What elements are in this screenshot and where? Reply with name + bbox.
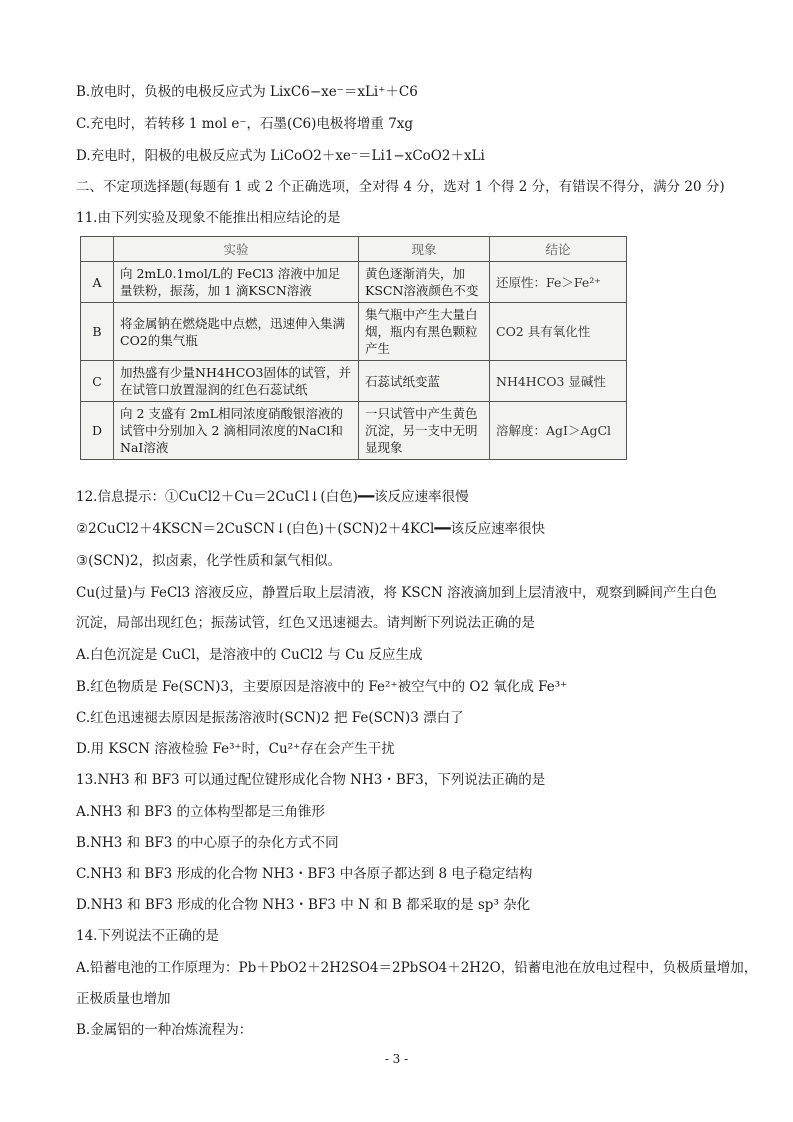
table-row	[81, 361, 627, 402]
table-header: 结论	[490, 237, 627, 262]
text-line: D.NH3 和 BF3 形成的化合物 NH3・BF3 中 N 和 B 都采取的是 sp³ 杂化	[76, 897, 531, 913]
section-heading: 二、不定项选择题(每题有 1 或 2 个正确选项，全对得 4 分，选对 1 个得 2 分，有错误不得分，满分 20 分)	[76, 179, 725, 195]
table-cell-experiment: 将金属钠在燃烧匙中点燃，迅速伸入集满CO2的集气瓶	[114, 303, 359, 361]
table-cell-conclusion: CO2 具有氧化性	[490, 303, 627, 361]
table-cell-option: C	[81, 361, 114, 402]
text-line: D.充电时，阳极的电极反应式为 LiCoO2＋xe⁻＝Li1−xCoO2＋xLi	[76, 148, 485, 164]
text-line: 12.信息提示：①CuCl2＋Cu＝2CuCl↓(白色)━━该反应速率很慢	[76, 489, 469, 505]
text-line: ②2CuCl2＋4KSCN＝2CuSCN↓(白色)＋(SCN)2＋4KCl━━该反应速率很快	[76, 521, 546, 537]
table-cell-conclusion: 溶解度：AgI＞AgCl	[490, 402, 627, 460]
table-header-row	[81, 237, 627, 262]
text-line: A.白色沉淀是 CuCl，是溶液中的 CuCl2 与 Cu 反应生成	[76, 647, 423, 663]
table-cell-phenomenon: 集气瓶中产生大量白烟，瓶内有黑色颗粒产生	[359, 303, 490, 361]
table-cell-experiment: 向 2mL0.1mol/L的 FeCl3 溶液中加足量铁粉，振荡，加 1 滴KSCN溶液	[114, 262, 359, 303]
text-line: B.红色物质是 Fe(SCN)3，主要原因是溶液中的 Fe²⁺被空气中的 O2 氧化成 Fe³⁺	[76, 679, 568, 695]
table-cell-conclusion: NH4HCO3 显碱性	[490, 361, 627, 402]
text-line: Cu(过量)与 FeCl3 溶液反应，静置后取上层清液，将 KSCN 溶液滴加到上层清液中，观察到瞬间产生白色	[76, 585, 718, 601]
text-line: B.金属铝的一种冶炼流程为：	[76, 1022, 253, 1038]
text-line: A.铅蓄电池的工作原理为：Pb＋PbO2＋2H2SO4＝2PbSO4＋2H2O，铅蓄电池在放电过程中，负极质量增加，	[76, 960, 758, 976]
text-line: 正极质量也增加	[76, 991, 171, 1007]
table-row	[81, 402, 627, 460]
table-cell-option: B	[81, 303, 114, 361]
table-header: 实验	[114, 237, 359, 262]
text-line: 13.NH3 和 BF3 可以通过配位键形成化合物 NH3・BF3，下列说法正确的是	[76, 772, 546, 788]
table-cell-conclusion: 还原性：Fe＞Fe²⁺	[490, 262, 627, 303]
text-line: B.放电时，负极的电极反应式为 LixC6−xe⁻＝xLi⁺＋C6	[76, 84, 418, 100]
text-line: B.NH3 和 BF3 的中心原子的杂化方式不同	[76, 835, 339, 851]
table-cell-phenomenon: 石蕊试纸变蓝	[359, 361, 490, 402]
text-line: C.NH3 和 BF3 形成的化合物 NH3・BF3 中各原子都达到 8 电子稳定结构	[76, 866, 533, 882]
text-line: C.红色迅速褪去原因是振荡溶液时(SCN)2 把 Fe(SCN)3 漂白了	[76, 710, 464, 726]
page-number: - 3 -	[384, 1052, 409, 1066]
table-cell-option: A	[81, 262, 114, 303]
table-cell-phenomenon: 黄色逐渐消失，加KSCN溶液颜色不变	[359, 262, 490, 303]
table-cell-experiment: 加热盛有少量NH4HCO3固体的试管，并在试管口放置湿润的红色石蕊试纸	[114, 361, 359, 402]
table-row	[81, 262, 627, 303]
table-header: 现象	[359, 237, 490, 262]
text-line: 14.下列说法不正确的是	[76, 928, 219, 944]
table-cell-option: D	[81, 402, 114, 460]
text-line: A.NH3 和 BF3 的立体构型都是三角锥形	[76, 804, 325, 820]
table-cell-experiment: 向 2 支盛有 2mL相同浓度硝酸银溶液的试管中分别加入 2 滴相同浓度的NaCl和NaI溶液	[114, 402, 359, 460]
table-row	[81, 303, 627, 361]
text-line: 沉淀，局部出现红色；振荡试管，红色又迅速褪去。请判断下列说法正确的是	[76, 615, 535, 631]
question-11: 11.由下列实验及现象不能推出相应结论的是	[76, 210, 341, 226]
text-line: C.充电时，若转移 1 mol e⁻，石墨(C6)电极将增重 7xg	[76, 116, 414, 132]
table-header	[81, 237, 114, 262]
experiment-table	[80, 236, 627, 460]
text-line: ③(SCN)2，拟卤素，化学性质和氯气相似。	[76, 553, 342, 569]
table-cell-phenomenon: 一只试管中产生黄色沉淀，另一支中无明显现象	[359, 402, 490, 460]
text-line: D.用 KSCN 溶液检验 Fe³⁺时，Cu²⁺存在会产生干扰	[76, 741, 395, 757]
